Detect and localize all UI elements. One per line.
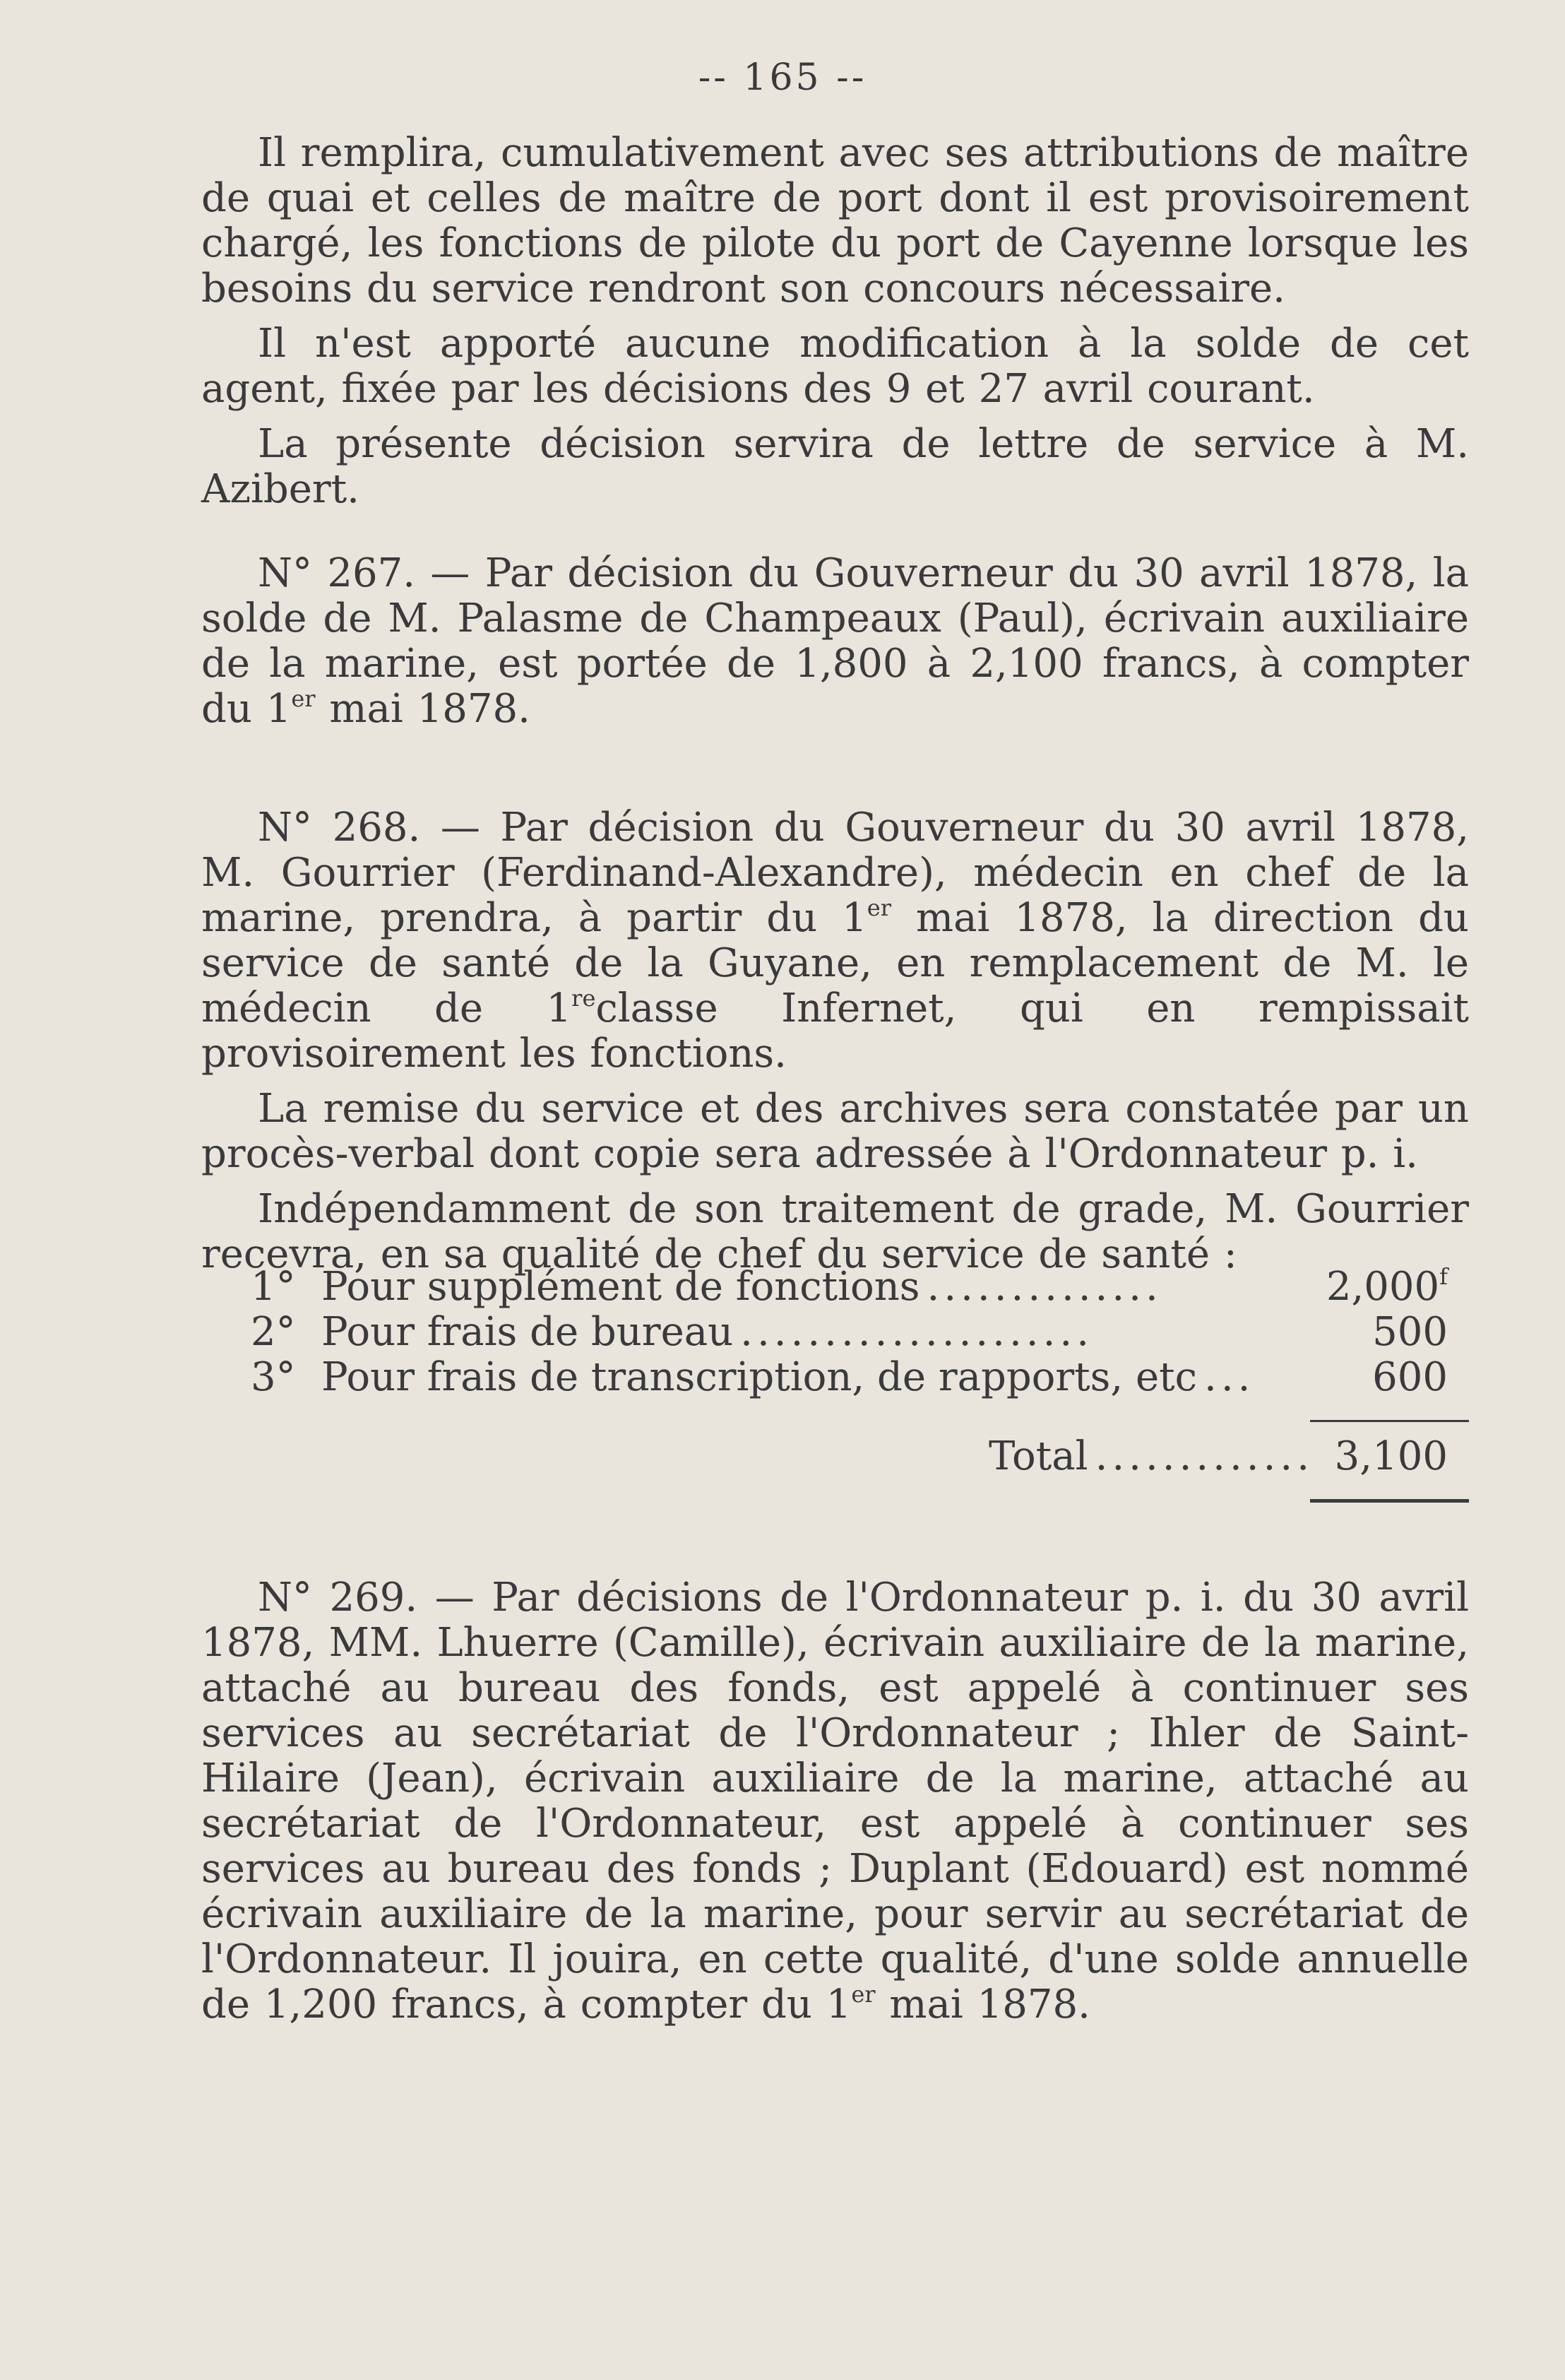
- decision-268-paragraph-1: [201, 805, 1469, 1077]
- decision-269-ordinal: er: [851, 1981, 876, 2008]
- item-label: Pour supplément de fonctions: [321, 1264, 920, 1310]
- intro-section: [201, 131, 1469, 512]
- item-amount: 600: [1372, 1354, 1448, 1400]
- item-number: 2°: [251, 1309, 296, 1355]
- decision-268-paragraph-2: La remise du service et des archives sera constatée par un procès-verbal dont copie sera adressée à l'Ordonnateur p. i.: [201, 1086, 1469, 1177]
- total-label: Total: [989, 1433, 1088, 1479]
- decision-268-ordinal-1: er: [867, 894, 891, 921]
- item-amount: 500: [1372, 1309, 1448, 1355]
- intro-paragraph-2: Il n'est apporté aucune modification à la solde de cet agent, fixée par les décisions des 9 et 27 avril courant.: [201, 321, 1469, 412]
- item-amount-value: 2,000: [1326, 1264, 1440, 1310]
- decision-267-ordinal: er: [291, 685, 316, 712]
- item-number: 1°: [251, 1264, 296, 1310]
- item-label: Pour frais de transcription, de rapports, etc: [321, 1354, 1198, 1400]
- decision-268-text-2: mai 1878, la direction du service de santé de la Guyane, en remplacement de M. le médecin de 1: [201, 895, 1469, 1031]
- intro-paragraph-1: Il remplira, cumulativement avec ses attributions de maître de quai et celles de maître de port dont il est provisoirement chargé, les fonctions de pilote du port de Cayenne lorsque les besoins du service rendront son concours nécessaire.: [201, 130, 1469, 312]
- leader-dots: ..............: [927, 1265, 1162, 1310]
- decision-268-text-1: N° 268. — Par décision du Gouverneur du 30 avril 1878, M. Gourrier (Ferdinand-Alexandre), médecin en chef de la marine, prendra, à partir du 1: [201, 805, 1469, 941]
- decision-267-text-end: mai 1878.: [315, 686, 530, 732]
- intro-paragraph-3: La présente décision servira de lettre de service à M. Azibert.: [201, 421, 1469, 512]
- decision-269-text: N° 269. — Par décisions de l'Ordonnateur p. i. du 30 avril 1878, MM. Lhuerre (Camille), écrivain auxiliaire de la marine, attaché au bureau des fonds, est appelé à continuer ses services au secrétariat de l'Ordonnateur ; Ihler de Saint-Hilaire (Jean), écrivain auxiliaire de la marine, attaché au secrétariat de l'Ordonnateur, est appelé à continuer ses services au bureau des fonds ; Duplant (Edouard) est nommé écrivain auxiliaire de la marine, pour servir au secrétariat de l'Ordonnateur. Il jouira, en cette qualité, d'une solde annuelle de 1,200 francs, à compter du 1: [201, 1575, 1469, 2027]
- decision-268-paragraph-3: Indépendamment de son traitement de grade, M. Gourrier recevra, en sa qualité de chef du service de santé :: [201, 1186, 1469, 1277]
- list-item: [251, 1355, 1469, 1400]
- item-amount-unit: f: [1439, 1263, 1448, 1290]
- decision-269-paragraph: [201, 1575, 1469, 2027]
- item-amount: [1321, 1265, 1469, 1310]
- allowance-list: [251, 1265, 1469, 1400]
- item-number: 3°: [251, 1354, 296, 1400]
- total-leader-dots: .............: [1095, 1433, 1314, 1479]
- decision-267: [201, 551, 1469, 732]
- page-number: -- 165 --: [698, 57, 867, 99]
- list-item: [251, 1310, 1469, 1355]
- decision-268-text-3: classe Infernet, qui en rempissait provisoirement les fonctions.: [201, 985, 1469, 1077]
- decision-269-text-end: mai 1878.: [875, 1982, 1090, 2027]
- decision-268-ordinal-2: re: [571, 985, 596, 1012]
- list-item: [251, 1265, 1469, 1310]
- decision-269: [201, 1575, 1469, 2027]
- subtotal-rule: [1310, 1420, 1469, 1422]
- decision-267-text: N° 267. — Par décision du Gouverneur du 30 avril 1878, la solde de M. Palasme de Champeaux (Paul), écrivain auxiliaire de la marine, est portée de 1,800 à 2,100 francs, à compter du 1: [201, 550, 1469, 732]
- total-amount: 3,100: [1334, 1433, 1448, 1479]
- leader-dots: .....................: [740, 1310, 1093, 1355]
- decision-267-paragraph: [201, 551, 1469, 732]
- leader-dots: ...: [1204, 1355, 1255, 1400]
- total-rule: [1310, 1499, 1469, 1503]
- total-row: [826, 1434, 1469, 1479]
- decision-268: [201, 805, 1469, 1277]
- item-label: Pour frais de bureau: [321, 1309, 734, 1355]
